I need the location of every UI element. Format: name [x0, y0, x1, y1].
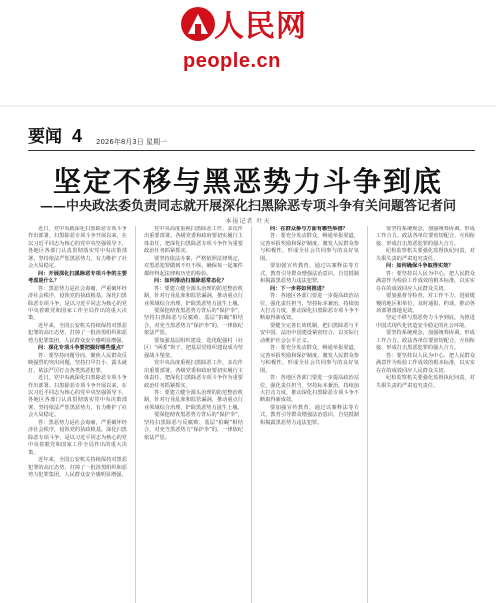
column-1 [28, 226, 127, 603]
paragraph: 答：要坚持以人民为中心，把人民群众满意作为检验工作成效的根本标准，以实实在在的成效回应人民群众关切。 [376, 270, 475, 292]
column-divider [251, 226, 252, 603]
masthead [0, 0, 496, 82]
paragraph: 要深挖彻查黑恶势力背后的“保护伞”，坚持扫黑除恶与反腐败、基层“拍蝇”相结合，对充当黑恶势力“保护伞”的，一律依纪依法严惩。 [144, 412, 243, 441]
paragraph: 坚定不移与黑恶势力斗争到底，为推进中国式现代化营造安全稳定的社会环境。 [376, 315, 475, 329]
subheadline: ——中央政法委负责同志就开展深化扫黑除恶专项斗争有关问题答记者问 [39, 199, 456, 214]
paragraph: 近日，党中央就深化扫黑除恶专项斗争作出部署。扫黑除恶专项斗争开展以来，在以习近平同志为核心的党中央坚强领导下，各地区各部门认真贯彻落实党中央决策部署，坚持依法严惩黑恶势力，有力维护了社会大局稳定。 [28, 226, 127, 270]
paragraph: 答：要建立健全源头治理的防范整治机制，针对行业乱象和监管漏洞，推动重点行业领域综合治理，铲除黑恶势力滋生土壤。 [144, 285, 243, 307]
column-3 [260, 226, 359, 603]
people-daily-logo-icon [178, 4, 218, 44]
paragraph: 答：要充分发动群众，畅通举报渠道，完善举报奖励和保护制度，激发人民群众参与积极性，形成全社会共同参与的良好氛围。 [260, 345, 359, 374]
page-divider [0, 105, 496, 107]
column-divider [367, 226, 368, 603]
column-4 [376, 226, 475, 603]
question: 问：下一步将如何推进？ [270, 285, 328, 292]
paragraph: 要加强宣传教育，通过以案释法等方式，教育引导群众增强法治意识，自觉抵制和揭露黑恶势力违法犯罪。 [260, 404, 359, 426]
paragraph: 近日，党中央就深化扫黑除恶专项斗争作出部署。扫黑除恶专项斗争开展以来，在以习近平同志为核心的党中央坚强领导下，各地区各部门认真贯彻落实党中央决策部署，坚持依法严惩黑恶势力，有力维护了社会大局稳定。 [28, 375, 127, 419]
paragraph: 答：黑恶势力是社会毒瘤，严重破坏经济社会秩序，侵蚀党的执政根基。深化扫黑除恶专项斗争，是以习近平同志为核心的党中央着眼党和国家工作全局作出的重大决策。 [28, 285, 127, 322]
paragraph: 要健全完善长效机制，把扫黑除恶与平安中国、法治中国建设紧密结合，以实际行动维护社会公平正义。 [260, 322, 359, 344]
paragraph: 要加强督导检查，对工作不力、进展缓慢的地区和单位，及时通报、约谈，推动各项部署落地见效。 [376, 293, 475, 314]
column-2 [144, 226, 243, 603]
question: 问：开展深化扫黑除恶专项斗争的主要考虑是什么？ [28, 270, 127, 285]
section-rule [28, 150, 475, 151]
byline: 本报记者 叶天 [225, 218, 271, 225]
question: 问：如何确保斗争取得实效？ [386, 263, 454, 270]
masthead-url[interactable]: people.cn [183, 50, 281, 72]
paragraph: 答：要坚持问题导向，聚焦人民群众反映强烈的突出问题，坚持打早打小、露头就打，依法严厉打击各类黑恶犯罪。 [28, 352, 127, 374]
question: 问：深化专项斗争要把握好哪些重点？ [38, 345, 127, 352]
paragraph: 纪检监察机关要强化监督执纪问责，对失职失责的严肃追究责任。 [376, 248, 475, 262]
paragraph: 答：要坚持以人民为中心，把人民群众满意作为检验工作成效的根本标准，以实实在在的成效回应人民群众关切。 [376, 352, 475, 374]
section-header [28, 127, 167, 147]
paragraph: 答：各地区各部门要进一步提高政治站位，强化责任担当，坚持标本兼治，持续加大打击力度，推动深化扫黑除恶专项斗争不断取得新成效。 [260, 375, 359, 404]
issue-date: 2026年8月3日 星期一 [96, 138, 167, 146]
question: 问：在群众参与方面有哪些举措？ [270, 226, 348, 232]
question: 问：如何推动扫黑除恶常态化？ [154, 278, 227, 285]
page-number: 4 [72, 126, 83, 146]
paragraph: 近年来，全国公安机关持续保持对黑恶犯罪的高压态势，打掉了一批涉黑组织和恶势力犯罪集团，人民群众安全感明显增强。 [28, 322, 127, 344]
column-divider [135, 226, 136, 603]
paragraph: 近年来，全国公安机关持续保持对黑恶犯罪的高压态势，打掉了一批涉黑组织和恶势力犯罪集团，人民群众安全感明显增强。 [28, 457, 127, 478]
article-body [28, 226, 475, 603]
paragraph: 纪检监察机关要强化监督执纪问责，对失职失责的严肃追究责任。 [376, 375, 475, 389]
paragraph: 答：要充分发动群众，畅通举报渠道，完善举报奖励和保护制度，激发人民群众参与积极性，形成全社会共同参与的良好氛围。 [260, 233, 359, 262]
paragraph: 答：黑恶势力是社会毒瘤，严重破坏经济社会秩序，侵蚀党的执政根基。深化扫黑除恶专项斗争，是以习近平同志为核心的党中央着眼党和国家工作全局作出的重大决策。 [28, 419, 127, 456]
paragraph: 党中央高度重视扫黑除恶工作，多次作出重要部署。各级党委和政府要切实履行主体责任，把深化扫黑除恶专项斗争作为重要政治任务抓紧抓实。 [144, 226, 243, 255]
paragraph: 要坚持系统观念，加强统筹协调，形成工作合力。政法各单位要密切配合，互相衔接，形成打击黑恶犯罪的强大合力。 [376, 226, 475, 247]
masthead-name: 人民网 [214, 9, 307, 44]
paragraph: 答：要建立健全源头治理的防范整治机制，针对行业乱象和监管漏洞，推动重点行业领域综合治理，铲除黑恶势力滋生土壤。 [144, 389, 243, 411]
headline: 坚定不移与黑恶势力斗争到底 [52, 165, 443, 198]
section-name: 要闻 [28, 127, 62, 147]
paragraph: 要加强基层组织建设，选优配强村（社区）“两委”班子，把基层党组织建设成为坚强战斗堡垒。 [144, 337, 243, 359]
paragraph: 要坚持依法办案，严格依照法律规定，对黑恶犯罪做到不枉不纵，确保每一起案件都经得起法律和历史的检验。 [144, 255, 243, 277]
paragraph: 党中央高度重视扫黑除恶工作，多次作出重要部署。各级党委和政府要切实履行主体责任，把深化扫黑除恶专项斗争作为重要政治任务抓紧抓实。 [144, 360, 243, 389]
paragraph: 答：各地区各部门要进一步提高政治站位，强化责任担当，坚持标本兼治，持续加大打击力度，推动深化扫黑除恶专项斗争不断取得新成效。 [260, 293, 359, 322]
paragraph: 要坚持系统观念，加强统筹协调，形成工作合力。政法各单位要密切配合，互相衔接，形成打击黑恶犯罪的强大合力。 [376, 330, 475, 352]
paragraph: 要加强宣传教育，通过以案释法等方式，教育引导群众增强法治意识，自觉抵制和揭露黑恶势力违法犯罪。 [260, 263, 359, 285]
paragraph: 要深挖彻查黑恶势力背后的“保护伞”，坚持扫黑除恶与反腐败、基层“拍蝇”相结合，对充当黑恶势力“保护伞”的，一律依纪依法严惩。 [144, 307, 243, 337]
